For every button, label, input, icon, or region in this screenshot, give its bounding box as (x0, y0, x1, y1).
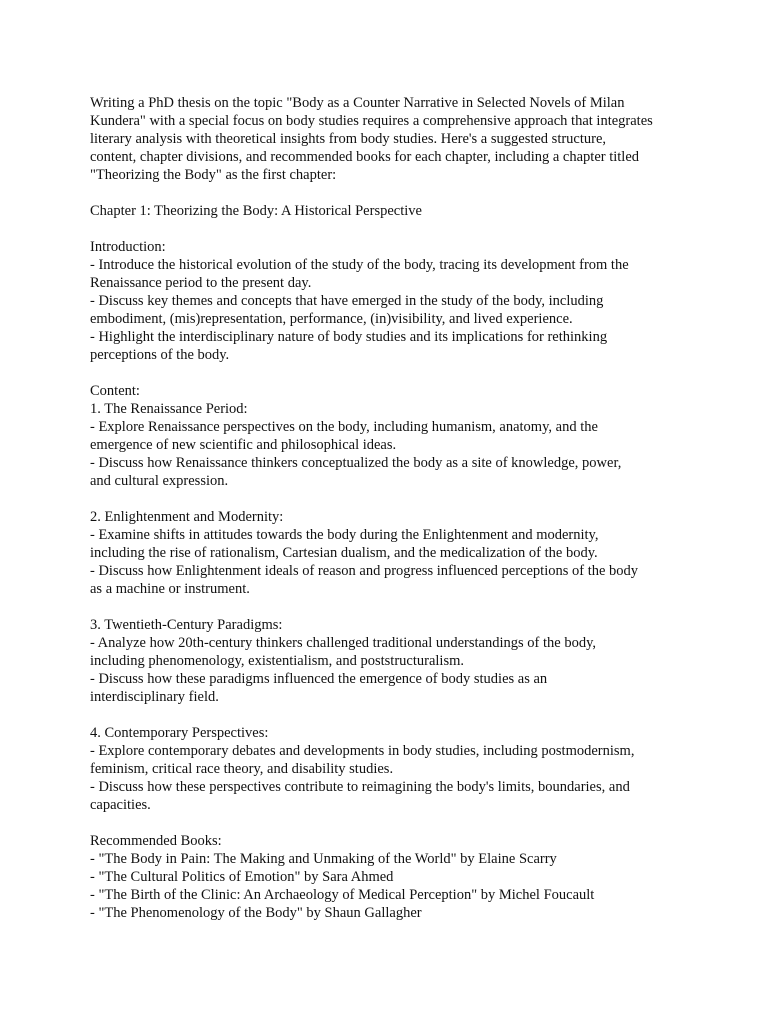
spacer (90, 706, 730, 724)
section-body: - Explore contemporary debates and developments in body studies, including postmodernism, feminism, critical race theory, and disability studies. - Discuss how these perspectives contribute to reimagining the body's limits, boundaries, and capacities. (90, 743, 635, 813)
section-title: 3. Twentieth-Century Paradigms: (90, 617, 283, 633)
intro-paragraph: Writing a PhD thesis on the topic "Body as a Counter Narrative in Selected Novels of Milan Kundera" with a special focus on body studies requires a comprehensive approach that integrates literary analysis with theoretical insights from body studies. Here's a suggested structure, content, chapter divisions, and recommended books for each chapter, including a chapter titled "Theorizing the Body" as the first chapter: (90, 95, 653, 183)
section-body: - Explore Renaissance perspectives on the body, including humanism, anatomy, and the emergence of new scientific and philosophical ideas. - Discuss how Renaissance thinkers conceptualized the body as a site of knowledge, power, and cultural expression. (90, 419, 622, 489)
section-body: - Examine shifts in attitudes towards the body during the Enlightenment and modernity, including the rise of rationalism, Cartesian dualism, and the medicalization of the body. - Discuss how Enlightenment ideals of reason and progress influenced perceptions of the body as a machine or instrument. (90, 527, 639, 597)
section-title: 2. Enlightenment and Modernity: (90, 509, 284, 525)
books-list (90, 850, 730, 922)
book-item: - "The Phenomenology of the Body" by Shaun Gallagher (90, 905, 422, 921)
book-item: - "The Body in Pain: The Making and Unmaking of the World" by Elaine Scarry (90, 851, 557, 867)
document-page (90, 94, 730, 922)
book-item: - "The Cultural Politics of Emotion" by Sara Ahmed (90, 869, 394, 885)
chapter-title: Chapter 1: Theorizing the Body: A Historical Perspective (90, 203, 422, 219)
content-heading: Content: (90, 383, 140, 399)
spacer (90, 598, 730, 616)
spacer (90, 220, 730, 238)
spacer (90, 490, 730, 508)
section-title: 1. The Renaissance Period: (90, 401, 248, 417)
section-body: - Analyze how 20th-century thinkers challenged traditional understandings of the body, including phenomenology, existentialism, and poststructuralism. - Discuss how these paradigms influenced the emergence of body studies as an interdisciplinary field. (90, 635, 597, 705)
spacer (90, 364, 730, 382)
introduction-heading: Introduction: (90, 239, 166, 255)
content-section (90, 724, 730, 814)
content-section (90, 508, 730, 598)
introduction-body: - Introduce the historical evolution of the study of the body, tracing its development from the Renaissance period to the present day. - Discuss key themes and concepts that have emerged in the study of the body, including embodiment, (mis)representation, performance, (in)visibility, and lived experience. - Highlight the interdisciplinary nature of body studies and its implications for rethinking perceptions of the body. (90, 257, 629, 363)
spacer (90, 814, 730, 832)
book-item: - "The Birth of the Clinic: An Archaeology of Medical Perception" by Michel Foucault (90, 887, 595, 903)
section-title: 4. Contemporary Perspectives: (90, 725, 269, 741)
content-section (90, 616, 730, 706)
content-section (90, 400, 730, 490)
spacer (90, 184, 730, 202)
books-heading: Recommended Books: (90, 833, 222, 849)
